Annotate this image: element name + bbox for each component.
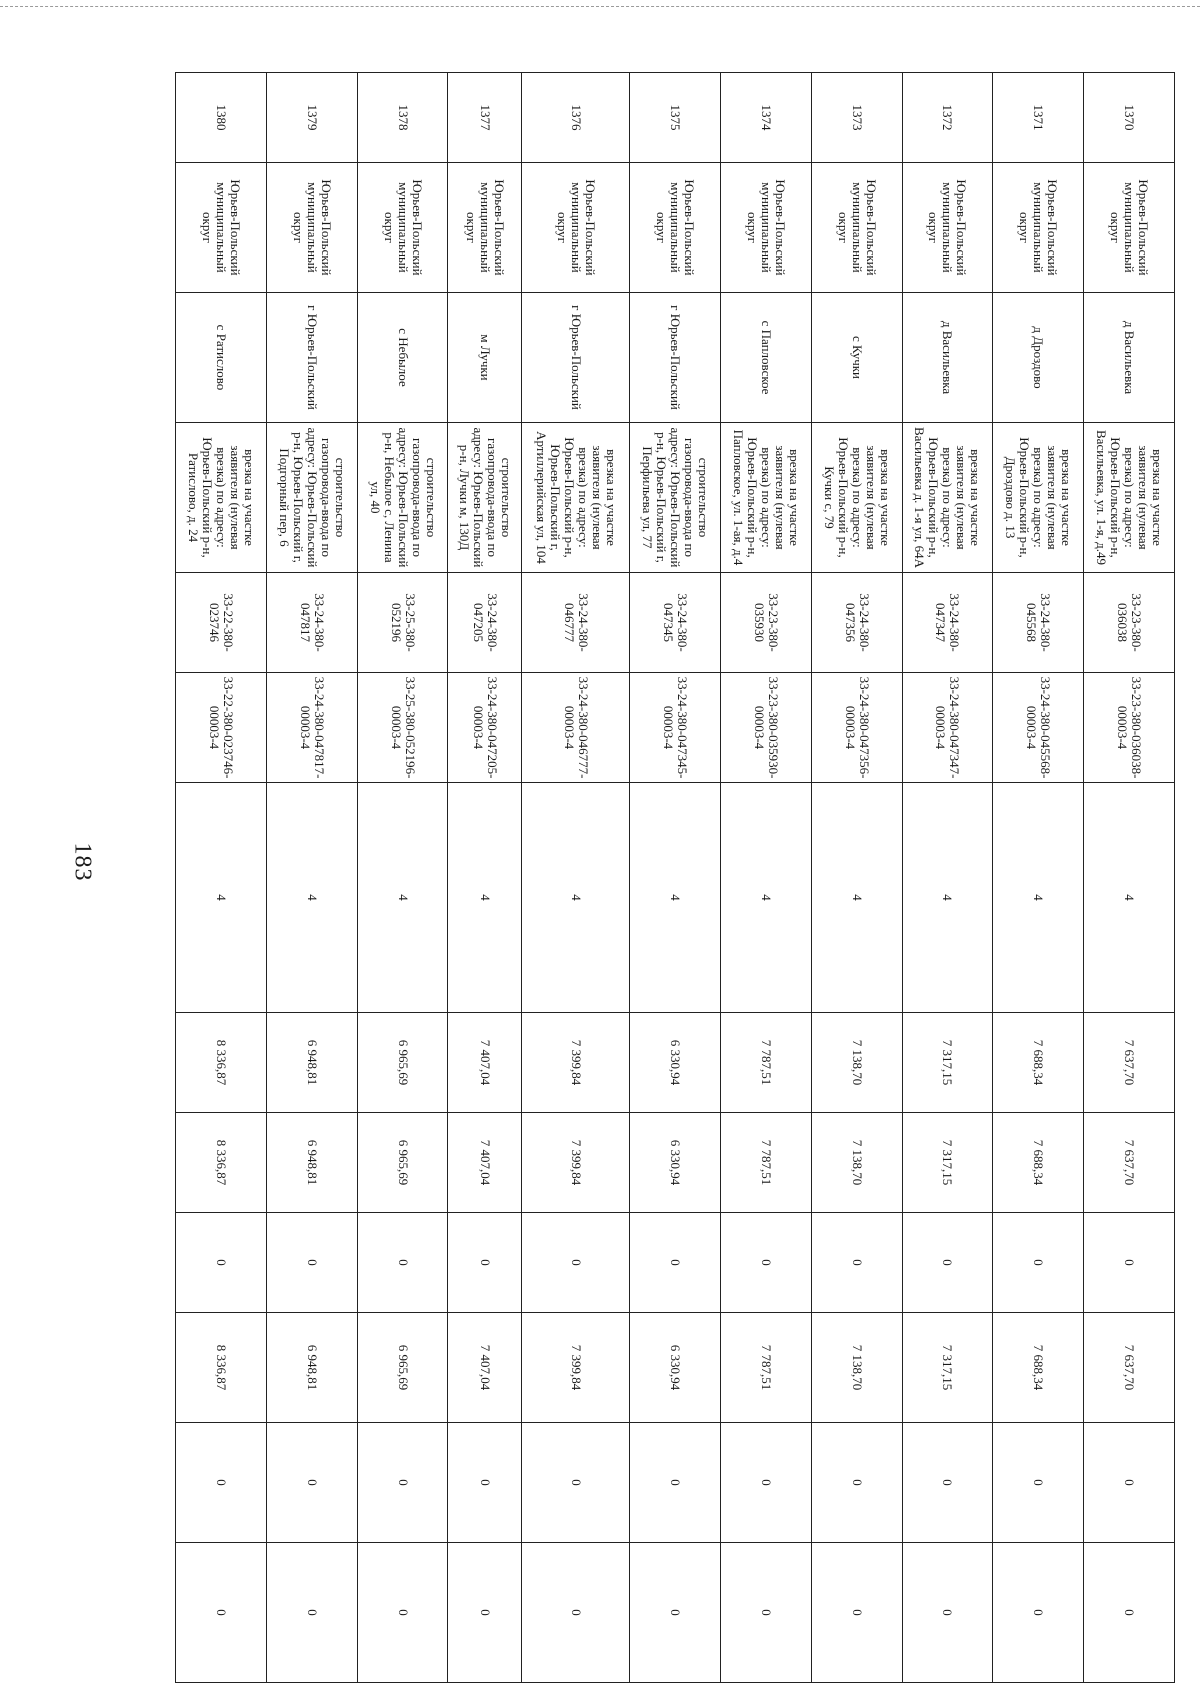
amount-cell: 7 637,70 [1084, 1113, 1175, 1213]
table-body [176, 73, 1175, 1683]
zero-cell-a: 0 [448, 1213, 521, 1313]
sum-cell: 7 637,70 [1084, 1313, 1175, 1423]
amount-cell: 7 317,15 [902, 1113, 993, 1213]
work-description-cell: врезка на участке заявителя (нулевая врезка) по адресу: Юрьев-Польский р-н, Ратислово, д. 24 [176, 423, 267, 573]
sum-cell: 6 330,94 [630, 1313, 721, 1423]
zero-cell-a: 0 [630, 1213, 721, 1313]
sum-cell: 7 399,84 [521, 1313, 629, 1423]
row-number-cell: 1375 [630, 73, 721, 163]
cadastral-number-cell: 33-24-380-047205 [448, 573, 521, 673]
zero-cell-b: 0 [1084, 1423, 1175, 1543]
zero-cell-a: 0 [266, 1213, 357, 1313]
zero-cell-a: 0 [720, 1213, 811, 1313]
total-cell: 7 637,70 [1084, 1013, 1175, 1113]
row-number-cell: 1379 [266, 73, 357, 163]
zero-cell-b: 0 [176, 1423, 267, 1543]
cadastral-number-cell: 33-24-380-045568 [993, 573, 1084, 673]
sum-cell: 7 138,70 [811, 1313, 902, 1423]
zero-cell-c: 0 [811, 1543, 902, 1683]
table-row [902, 73, 993, 1683]
category-cell: 4 [1084, 783, 1175, 1013]
work-description-cell: врезка на участке заявителя (нулевая врезка) по адресу: Юрьев-Польский р-н, Юрьев-Польский г, Артиллерийская ул, 104 [521, 423, 629, 573]
amount-cell: 7 399,84 [521, 1113, 629, 1213]
row-number-cell: 1378 [357, 73, 448, 163]
zero-cell-c: 0 [902, 1543, 993, 1683]
rotated-table-wrapper [175, 72, 1175, 1682]
row-number-cell: 1370 [1084, 73, 1175, 163]
locality-cell: г Юрьев-Польский [266, 293, 357, 423]
category-cell: 4 [176, 783, 267, 1013]
zero-cell-a: 0 [521, 1213, 629, 1313]
amount-cell: 6 948,81 [266, 1113, 357, 1213]
row-number-cell: 1372 [902, 73, 993, 163]
object-id-cell: 33-24-380-046777-00003-4 [521, 673, 629, 783]
sum-cell: 6 948,81 [266, 1313, 357, 1423]
cadastral-number-cell: 33-24-380-047347 [902, 573, 993, 673]
row-number-cell: 1377 [448, 73, 521, 163]
sum-cell: 7 407,04 [448, 1313, 521, 1423]
municipality-cell: Юрьев-Польский муниципальный округ [993, 163, 1084, 293]
total-cell: 6 965,69 [357, 1013, 448, 1113]
zero-cell-b: 0 [720, 1423, 811, 1543]
locality-cell: м Лучки [448, 293, 521, 423]
table-row [630, 73, 721, 1683]
zero-cell-c: 0 [1084, 1543, 1175, 1683]
municipality-cell: Юрьев-Польский муниципальный округ [1084, 163, 1175, 293]
municipality-cell: Юрьев-Польский муниципальный округ [521, 163, 629, 293]
municipality-cell: Юрьев-Польский муниципальный округ [266, 163, 357, 293]
zero-cell-c: 0 [448, 1543, 521, 1683]
category-cell: 4 [720, 783, 811, 1013]
zero-cell-a: 0 [993, 1213, 1084, 1313]
category-cell: 4 [448, 783, 521, 1013]
table-row [448, 73, 521, 1683]
amount-cell: 6 965,69 [357, 1113, 448, 1213]
object-id-cell: 33-24-380-047817-00003-4 [266, 673, 357, 783]
sum-cell: 6 965,69 [357, 1313, 448, 1423]
zero-cell-b: 0 [993, 1423, 1084, 1543]
municipality-cell: Юрьев-Польский муниципальный округ [357, 163, 448, 293]
locality-cell: с Папловское [720, 293, 811, 423]
table-row [720, 73, 811, 1683]
category-cell: 4 [521, 783, 629, 1013]
total-cell: 8 336,87 [176, 1013, 267, 1113]
table-row [176, 73, 267, 1683]
sum-cell: 8 336,87 [176, 1313, 267, 1423]
amount-cell: 7 407,04 [448, 1113, 521, 1213]
table-row [993, 73, 1084, 1683]
municipality-cell: Юрьев-Польский муниципальный округ [902, 163, 993, 293]
row-number-cell: 1380 [176, 73, 267, 163]
work-description-cell: врезка на участке заявителя (нулевая врезка) по адресу: Юрьев-Польский р-н, Васильевка д. 1-я ул, 64А [902, 423, 993, 573]
object-id-cell: 33-23-380-036038-00003-4 [1084, 673, 1175, 783]
cadastral-number-cell: 33-24-380-047345 [630, 573, 721, 673]
municipality-cell: Юрьев-Польский муниципальный округ [720, 163, 811, 293]
table-row [357, 73, 448, 1683]
work-description-cell: строительство газопровода-ввода по адресу: Юрьев-Польский р-н, Юрьев-Польский г, Перфильева ул, 77 [630, 423, 721, 573]
data-table [175, 72, 1175, 1683]
work-description-cell: врезка на участке заявителя (нулевая врезка) по адресу: Юрьев-Польский р-н, Васильевка, ул. 1-я, д.49 [1084, 423, 1175, 573]
zero-cell-b: 0 [357, 1423, 448, 1543]
locality-cell: д Васильевка [902, 293, 993, 423]
zero-cell-b: 0 [630, 1423, 721, 1543]
total-cell: 7 407,04 [448, 1013, 521, 1113]
zero-cell-c: 0 [357, 1543, 448, 1683]
total-cell: 7 787,51 [720, 1013, 811, 1113]
locality-cell: д Васильевка [1084, 293, 1175, 423]
zero-cell-a: 0 [176, 1213, 267, 1313]
zero-cell-b: 0 [902, 1423, 993, 1543]
table-row [521, 73, 629, 1683]
municipality-cell: Юрьев-Польский муниципальный округ [448, 163, 521, 293]
cadastral-number-cell: 33-22-380-023746 [176, 573, 267, 673]
municipality-cell: Юрьев-Польский муниципальный округ [176, 163, 267, 293]
locality-cell: с Ратислово [176, 293, 267, 423]
zero-cell-c: 0 [176, 1543, 267, 1683]
row-number-cell: 1374 [720, 73, 811, 163]
cadastral-number-cell: 33-23-380-036038 [1084, 573, 1175, 673]
category-cell: 4 [993, 783, 1084, 1013]
locality-cell: с Кучки [811, 293, 902, 423]
cadastral-number-cell: 33-24-380-047356 [811, 573, 902, 673]
municipality-cell: Юрьев-Польский муниципальный округ [630, 163, 721, 293]
work-description-cell: строительство газопровода-ввода по адресу: Юрьев-Польский р-н, Лучки м, 130Д [448, 423, 521, 573]
work-description-cell: строительство газопровода-ввода по адресу: Юрьев-Польский р-н, Юрьев-Польский г, Подгорный пер, 6 [266, 423, 357, 573]
total-cell: 7 138,70 [811, 1013, 902, 1113]
zero-cell-a: 0 [902, 1213, 993, 1313]
amount-cell: 7 688,34 [993, 1113, 1084, 1213]
total-cell: 7 688,34 [993, 1013, 1084, 1113]
category-cell: 4 [811, 783, 902, 1013]
sum-cell: 7 688,34 [993, 1313, 1084, 1423]
locality-cell: с Небылое [357, 293, 448, 423]
municipality-cell: Юрьев-Польский муниципальный округ [811, 163, 902, 293]
zero-cell-c: 0 [521, 1543, 629, 1683]
row-number-cell: 1373 [811, 73, 902, 163]
total-cell: 6 330,94 [630, 1013, 721, 1113]
amount-cell: 7 138,70 [811, 1113, 902, 1213]
work-description-cell: врезка на участке заявителя (нулевая врезка) по адресу: Юрьев-Польский р-н, Кучки с, 79 [811, 423, 902, 573]
category-cell: 4 [630, 783, 721, 1013]
table-row [266, 73, 357, 1683]
amount-cell: 8 336,87 [176, 1113, 267, 1213]
object-id-cell: 33-25-380-052196-00003-4 [357, 673, 448, 783]
zero-cell-a: 0 [1084, 1213, 1175, 1313]
object-id-cell: 33-24-380-047345-00003-4 [630, 673, 721, 783]
row-number-cell: 1376 [521, 73, 629, 163]
work-description-cell: врезка на участке заявителя (нулевая врезка) по адресу: Юрьев-Польский р-н, Папловское, ул. 1-ая, д.4 [720, 423, 811, 573]
zero-cell-c: 0 [266, 1543, 357, 1683]
table-row [811, 73, 902, 1683]
table-row [1084, 73, 1175, 1683]
work-description-cell: врезка на участке заявителя (нулевая врезка) по адресу: Юрьев-Польский р-н, Дроздово д. 13 [993, 423, 1084, 573]
zero-cell-c: 0 [993, 1543, 1084, 1683]
sum-cell: 7 787,51 [720, 1313, 811, 1423]
category-cell: 4 [357, 783, 448, 1013]
total-cell: 6 948,81 [266, 1013, 357, 1113]
total-cell: 7 399,84 [521, 1013, 629, 1113]
sum-cell: 7 317,15 [902, 1313, 993, 1423]
zero-cell-b: 0 [811, 1423, 902, 1543]
page-number: 183 [69, 842, 96, 882]
locality-cell: д Дроздово [993, 293, 1084, 423]
row-number-cell: 1371 [993, 73, 1084, 163]
object-id-cell: 33-24-380-047347-00003-4 [902, 673, 993, 783]
object-id-cell: 33-22-380-023746-00003-4 [176, 673, 267, 783]
zero-cell-c: 0 [630, 1543, 721, 1683]
zero-cell-c: 0 [720, 1543, 811, 1683]
amount-cell: 7 787,51 [720, 1113, 811, 1213]
cadastral-number-cell: 33-25-380-052196 [357, 573, 448, 673]
object-id-cell: 33-24-380-045568-00003-4 [993, 673, 1084, 783]
object-id-cell: 33-24-380-047356-00003-4 [811, 673, 902, 783]
zero-cell-b: 0 [521, 1423, 629, 1543]
zero-cell-b: 0 [448, 1423, 521, 1543]
cadastral-number-cell: 33-23-380-035930 [720, 573, 811, 673]
amount-cell: 6 330,94 [630, 1113, 721, 1213]
object-id-cell: 33-23-380-035930-00003-4 [720, 673, 811, 783]
zero-cell-b: 0 [266, 1423, 357, 1543]
cadastral-number-cell: 33-24-380-046777 [521, 573, 629, 673]
category-cell: 4 [902, 783, 993, 1013]
cadastral-number-cell: 33-24-380-047817 [266, 573, 357, 673]
zero-cell-a: 0 [357, 1213, 448, 1313]
object-id-cell: 33-24-380-047205-00003-4 [448, 673, 521, 783]
work-description-cell: строительство газопровода-ввода по адресу: Юрьев-Польский р-н, Небылое с, Ленина ул, 40 [357, 423, 448, 573]
zero-cell-a: 0 [811, 1213, 902, 1313]
category-cell: 4 [266, 783, 357, 1013]
scan-edge-line [0, 6, 1200, 7]
total-cell: 7 317,15 [902, 1013, 993, 1113]
locality-cell: г Юрьев-Польский [630, 293, 721, 423]
locality-cell: г Юрьев-Польский [521, 293, 629, 423]
